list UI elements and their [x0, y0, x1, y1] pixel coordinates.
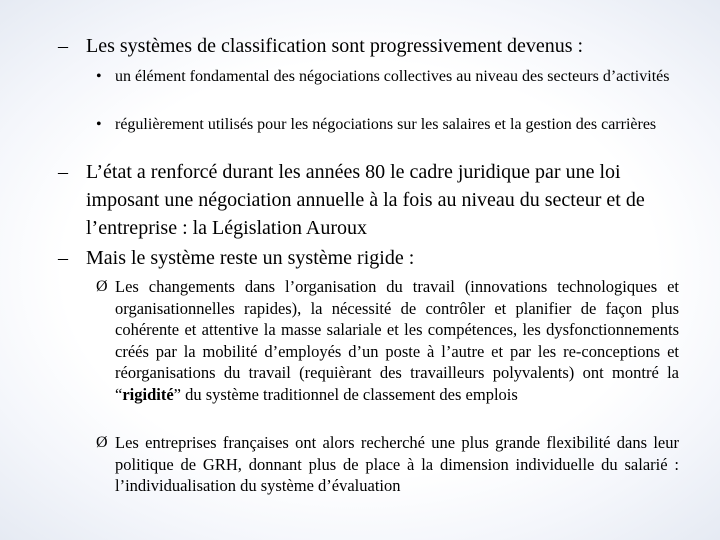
sub-item-fondamental	[96, 66, 679, 87]
bullet-marker: •	[96, 68, 102, 85]
list-item-text: Les systèmes de classification sont progressivement devenus :	[86, 35, 584, 57]
sub-item-text: régulièrement utilisés pour les négociations sur les salaires et la gestion des carrières	[115, 116, 657, 133]
list-item-text: Mais le système reste un système rigide :	[86, 247, 415, 269]
sub-item-text: un élément fondamental des négociations collectives au niveau des secteurs d’activités	[115, 68, 670, 85]
list-item-etat	[58, 158, 680, 242]
sub-item-negociations-salaires	[96, 114, 679, 135]
emphasis-rigidite: rigidité	[122, 384, 174, 404]
arrow-bullet-icon: Ø	[96, 434, 108, 451]
sub-item-changements	[96, 276, 679, 405]
dash-marker: –	[58, 247, 68, 269]
sub-item-text-after: ” du système traditionnel de classement des emplois	[173, 384, 518, 404]
sub-item-entreprises	[96, 432, 679, 497]
list-item-systeme-rigide	[58, 244, 680, 272]
list-item-classification	[58, 32, 680, 60]
list-item-text: L’état a renforcé durant les années 80 le cadre juridique par une loi imposant une négociation annuelle à la fois au niveau du secteur et de l’entreprise : la Législation Auroux	[86, 161, 645, 239]
arrow-bullet-icon: Ø	[96, 278, 108, 295]
bullet-marker: •	[96, 116, 102, 133]
dash-marker: –	[58, 35, 68, 57]
sub-item-text-before: Les changements dans l’organisation du travail (innovations technologiques et organisationnelles rapides), la nécessité de contrôler et planifier de façon plus cohérente et attentive la masse salariale et les compétences, les dysfonctionnements créés par la mobilité d’employés d’un poste à l’autre et par les re-conceptions et réorganisations du travail (requièrant des travailleurs polyvalents) ont montré la “	[115, 277, 679, 404]
sub-item-text: Les entreprises françaises ont alors recherché une plus grande flexibilité dans leur politique de GRH, donnant plus de place à la dimension individuelle du salarié : l’individualisation du système d’évaluation	[115, 433, 679, 495]
sub-item-text	[115, 276, 679, 405]
dash-marker: –	[58, 161, 68, 183]
